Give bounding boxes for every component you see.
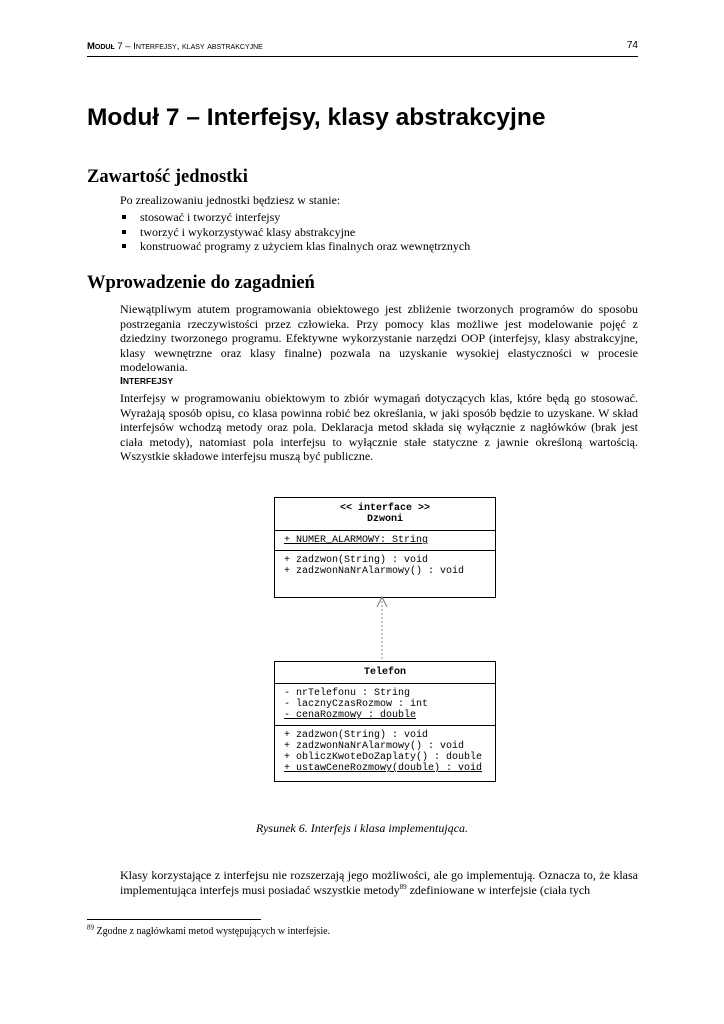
uml-method: + zadzwon(String) : void — [284, 730, 429, 741]
bullet-square-icon — [122, 215, 126, 219]
footnote — [87, 923, 331, 937]
header-prefix-sc: oduł — [94, 41, 115, 52]
uml-class-fields — [275, 683, 495, 725]
page-header — [87, 40, 638, 57]
uml-interface-fields — [275, 530, 495, 550]
footnote-separator — [87, 919, 261, 920]
header-mid: 7 – I — [114, 41, 136, 52]
uml-interface-name: Dzwoni — [366, 514, 403, 525]
uml-method: + zadzwon(String) : void — [284, 555, 429, 566]
bullet-square-icon — [122, 230, 126, 234]
footnote-ref: 89 — [399, 882, 407, 891]
section-heading-contents: Zawartość jednostki — [87, 167, 248, 187]
list-item: stosować i tworzyć interfejsy — [120, 210, 470, 225]
uml-method: + zadzwonNaNrAlarmowy() : void — [284, 741, 465, 752]
uml-method: + ustawCeneRozmowy(double) : void — [284, 763, 483, 774]
page-number: 74 — [626, 40, 638, 51]
uml-class-methods — [275, 725, 495, 778]
list-item: konstruować programy z użyciem klas finalnych oraz wewnętrznych — [120, 239, 470, 254]
interfaces-paragraph: Interfejsy w programowaniu obiektowym to zbiór wymagań dotyczących klas, które będą go stosować. Wyrażają sposób opisu, co klasa powinna robić bez określania, w jaki sposób będzie to uzyskane. W skład interfejsów wchodzą metody oraz pola. Deklaracja metod składa się wyłącznie z nagłówków (brak jest ciała metody), natomiast pola interfejsu to wyłącznie stałe statyczne z jawnie określoną wartością. Wszystkie składowe interfejsu muszą być publiczne. — [120, 391, 638, 464]
header-rest: nterfejsy, klasy abstrakcyjne — [135, 41, 263, 52]
uml-field: - lacznyCzasRozmow : int — [284, 699, 429, 710]
uml-interface-methods — [275, 550, 495, 581]
uml-method: + obliczKwoteDoZaplaty() : double — [284, 752, 483, 763]
uml-field: + NUMER_ALARMOWY: String — [284, 535, 429, 546]
running-header — [87, 41, 263, 52]
uml-stereotype: << interface >> — [339, 503, 430, 514]
module-title: Moduł 7 – Interfejsy, klasy abstrakcyjne — [87, 104, 546, 131]
uml-class-name: Telefon — [363, 667, 406, 678]
objectives-list — [120, 210, 470, 254]
section-heading-intro: Wprowadzenie do zagadnień — [87, 273, 315, 293]
footnote-number: 89 — [87, 923, 94, 932]
figure-caption: Rysunek 6. Interfejs i klasa implementująca. — [255, 821, 469, 835]
uml-method: + zadzwonNaNrAlarmowy() : void — [284, 566, 465, 577]
uml-interface-box — [274, 497, 496, 598]
footnote-text: Zgodne z nagłówkami metod występujących w interfejsie. — [94, 926, 331, 937]
subheading-interfejsy: INTERFEJSY — [120, 375, 173, 387]
uml-class-title — [275, 662, 495, 683]
uml-field: - nrTelefonu : String — [284, 688, 411, 699]
uml-class-box — [274, 661, 496, 782]
uml-field: - cenaRozmowy : double — [284, 710, 417, 721]
realization-arrow — [370, 595, 394, 663]
bullet-square-icon — [122, 244, 126, 248]
closing-paragraph: Klasy korzystające z interfejsu nie rozszerzają jego możliwości, ale go implementują. Oznacza to, że klasa implementująca interfejs musi posiadać wszystkie metody$^{89}$ zdefiniowane w interfejsie (ciała tych — [120, 868, 638, 897]
uml-interface-title — [275, 498, 495, 530]
intro-paragraph: Niewątpliwym atutem programowania obiektowego jest zbliżenie tworzonych programów do sposobu postrzegania rzeczywistości przez człowieka. Przy pomocy klas możliwe jest modelowanie pojęć z dziedziny tworzonego programu. Efektywne wykorzystanie narzędzi OOP (interfejsy, klasy abstrakcyjne, klasy wewnętrzne oraz klasy finalne) pozwala na uzyskanie wysokiej elastyczności w procesie modelowania. — [120, 302, 638, 375]
list-item: tworzyć i wykorzystywać klasy abstrakcyjne — [120, 225, 470, 240]
header-prefix: M — [87, 41, 95, 52]
contents-intro: Po zrealizowaniu jednostki będziesz w stanie: — [120, 193, 341, 207]
